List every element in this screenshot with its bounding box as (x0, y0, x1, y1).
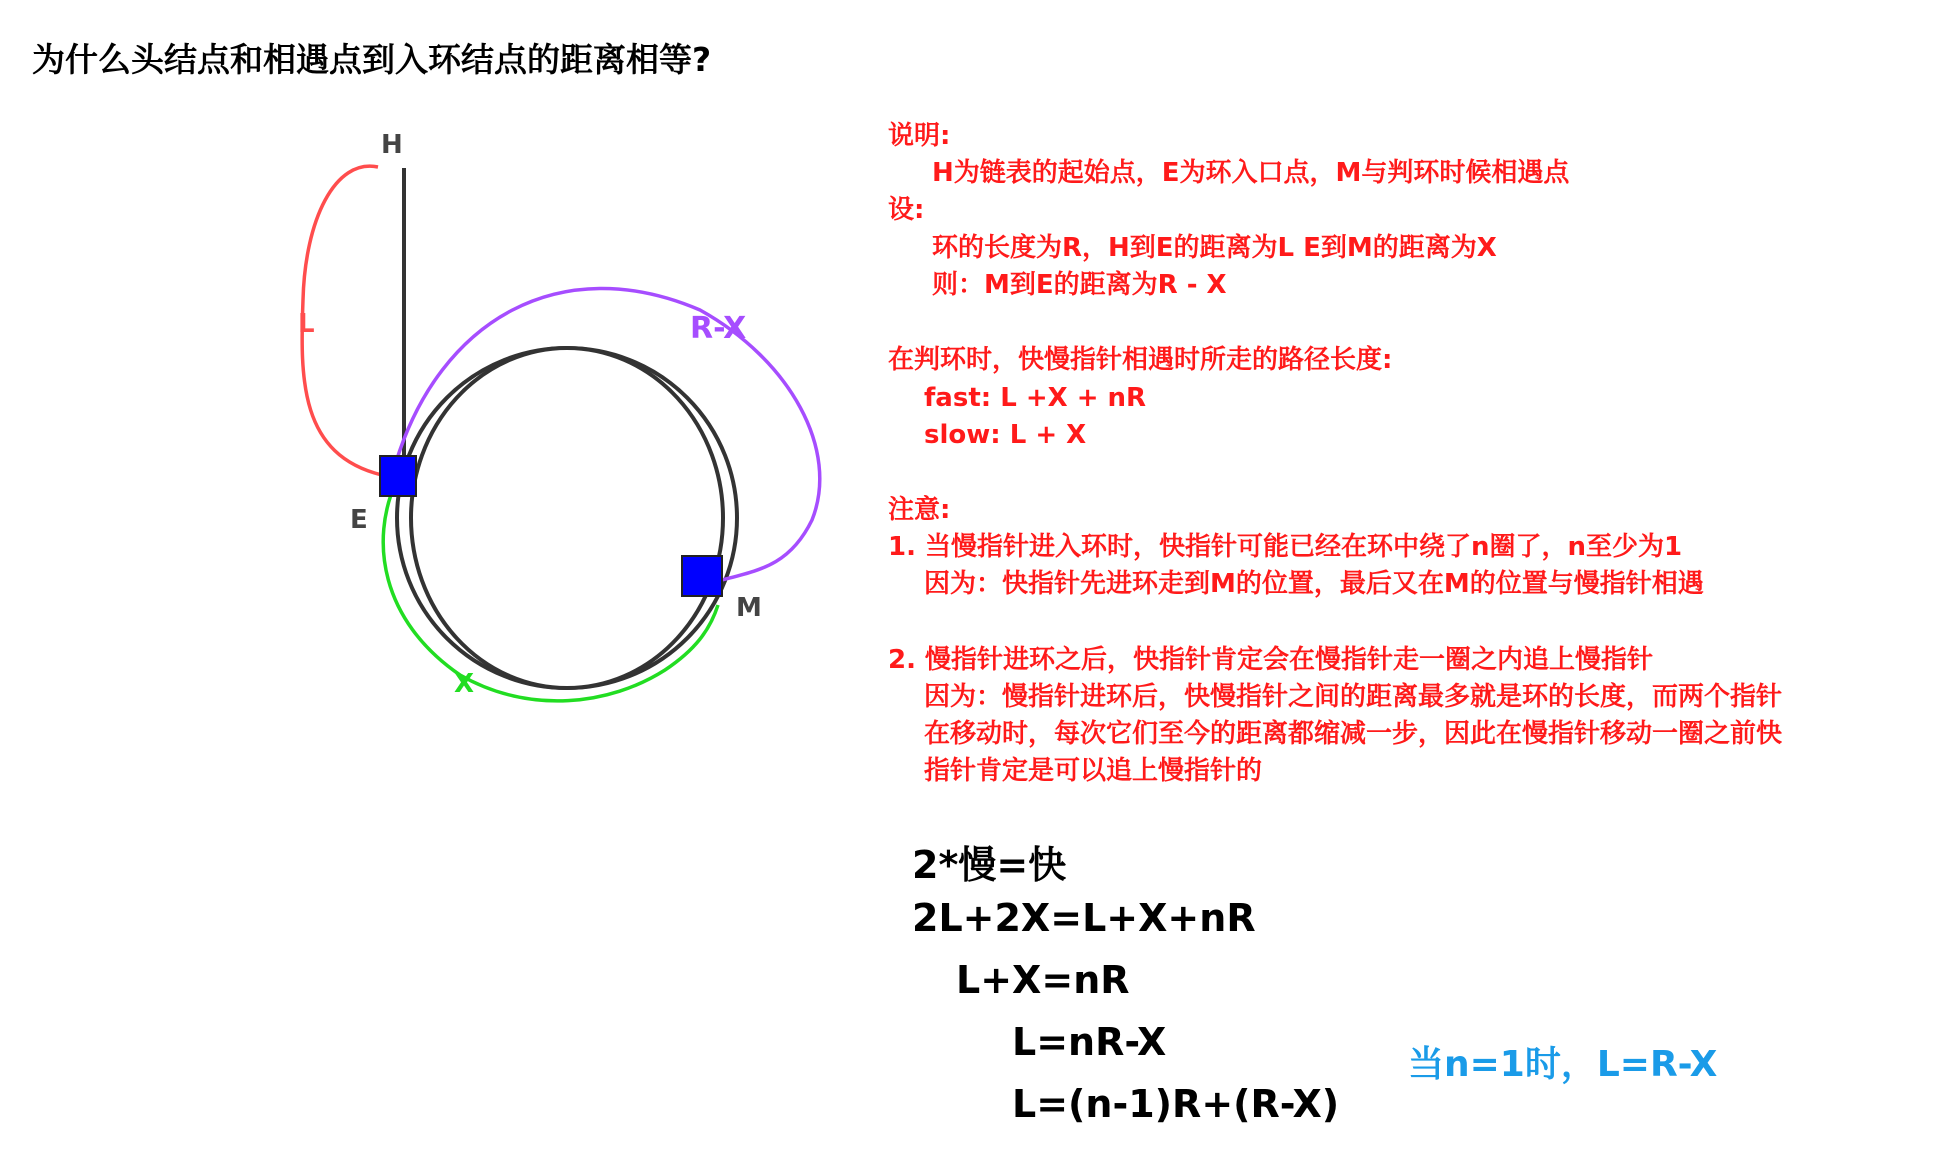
formula-3: L+X=nR (956, 958, 1130, 1002)
path-slow: slow: L + X (924, 420, 1087, 450)
label-rx: R-X (690, 311, 747, 346)
assume-heading: 设: (888, 195, 925, 225)
label-x: X (454, 669, 475, 699)
note-2-reason-2: 在移动时，每次它们至今的距离都缩减一步，因此在慢指针移动一圈之前快 (924, 719, 1783, 749)
label-l: L (298, 309, 315, 339)
note-1-reason: 因为：快指针先进环走到M的位置，最后又在M的位置与慢指针相遇 (924, 569, 1704, 599)
cycle-ring-shape (411, 348, 723, 688)
label-e: E (350, 505, 368, 535)
explain-heading: 说明: (888, 121, 951, 151)
note-1: 1. 当慢指针进入环时，快指针可能已经在环中绕了n圈了，n至少为1 (888, 532, 1683, 562)
formula-4: L=nR-X (1012, 1020, 1167, 1064)
node-m (682, 556, 722, 596)
formula-5: L=(n-1)R+(R-X) (1012, 1082, 1340, 1126)
path-fast: fast: L +X + nR (924, 383, 1147, 413)
assume-line-2: 则：M到E的距离为R - X (932, 270, 1227, 300)
note-2: 2. 慢指针进环之后，快指针肯定会在慢指针走一圈之内追上慢指针 (888, 645, 1654, 675)
page-title: 为什么头结点和相遇点到入环结点的距离相等? (32, 40, 712, 79)
explain-body: H为链表的起始点，E为环入口点，M与判环时候相遇点 (932, 158, 1570, 188)
conclusion: 当n=1时，L=R-X (1408, 1044, 1718, 1085)
label-h: H (381, 130, 403, 160)
note-2-reason-3: 指针肯定是可以追上慢指针的 (924, 756, 1263, 786)
label-m: M (736, 593, 762, 623)
formula-1: 2*慢=快 (912, 843, 1067, 887)
node-e (380, 456, 416, 496)
formula-2: 2L+2X=L+X+nR (912, 896, 1256, 940)
note-heading: 注意: (888, 495, 951, 525)
path-heading: 在判环时，快慢指针相遇时所走的路径长度: (888, 345, 1393, 375)
assume-line-1: 环的长度为R，H到E的距离为L E到M的距离为X (932, 233, 1497, 263)
note-2-reason-1: 因为：慢指针进环后，快慢指针之间的距离最多就是环的长度，而两个指针 (924, 682, 1783, 712)
